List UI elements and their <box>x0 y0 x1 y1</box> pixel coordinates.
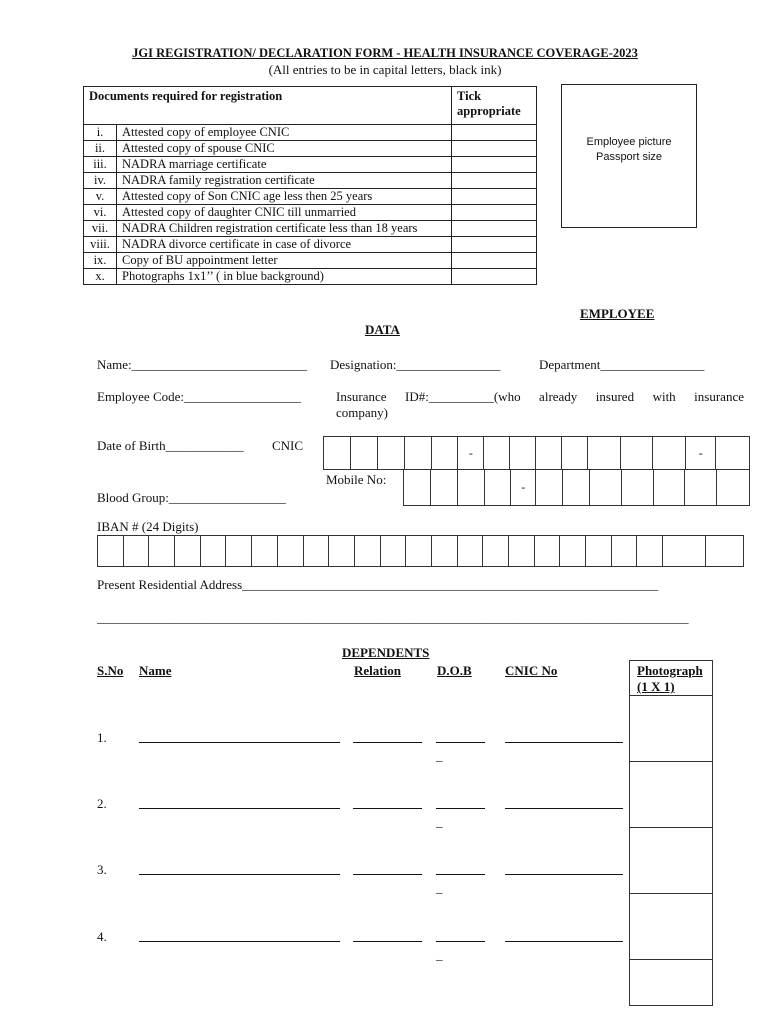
form-title: JGI REGISTRATION/ DECLARATION FORM - HEALTH INSURANCE COVERAGE-2023 <box>132 46 638 60</box>
employee-photo-box[interactable] <box>561 84 697 228</box>
dependent-name-line[interactable] <box>139 808 340 809</box>
digit-cell[interactable] <box>654 470 686 505</box>
row-description: Photographs 1x1’’ ( in blue background) <box>117 269 452 285</box>
mobile-label: Mobile No: <box>326 472 387 487</box>
col-name: Name <box>139 663 172 678</box>
dependent-row-number: 1. <box>97 730 107 745</box>
row-number: ix. <box>84 253 117 269</box>
tick-cell[interactable] <box>452 173 537 189</box>
dob-tail: _ <box>436 947 443 962</box>
dependent-cnic-line[interactable] <box>505 742 623 743</box>
dob-tail: _ <box>436 880 443 895</box>
digit-cell[interactable] <box>458 470 485 505</box>
digit-cell[interactable] <box>432 437 459 469</box>
row-description: Copy of BU appointment letter <box>117 253 452 269</box>
digit-cell[interactable] <box>404 470 431 505</box>
tick-header: Tick appropriate <box>452 87 537 125</box>
row-description: NADRA Children registration certificate less than 18 years <box>117 221 452 237</box>
table-row <box>84 269 537 285</box>
row-number: i. <box>84 125 117 141</box>
digit-cell[interactable] <box>588 437 621 469</box>
digit-cell[interactable] <box>278 536 304 566</box>
digit-cell[interactable] <box>324 437 351 469</box>
digit-cell[interactable] <box>612 536 638 566</box>
digit-cell[interactable] <box>653 437 686 469</box>
row-description: Attested copy of spouse CNIC <box>117 141 452 157</box>
row-description: NADRA marriage certificate <box>117 157 452 173</box>
dependent-row-number: 3. <box>97 862 107 877</box>
digit-cell[interactable] <box>536 470 563 505</box>
tick-cell[interactable] <box>452 125 537 141</box>
dob-field[interactable]: Date of Birth____________ <box>97 438 244 453</box>
tick-cell[interactable] <box>452 205 537 221</box>
digit-cell[interactable] <box>351 437 378 469</box>
dependent-cnic-line[interactable] <box>505 874 623 875</box>
tick-cell[interactable] <box>452 189 537 205</box>
address-field[interactable]: Present Residential Address________________________________________________________________ <box>97 577 659 592</box>
digit-cell[interactable] <box>563 470 590 505</box>
dependent-row-number: 2. <box>97 796 107 811</box>
digit-cell[interactable] <box>535 536 561 566</box>
separator-dash: - <box>468 445 473 460</box>
designation-field[interactable]: Designation:________________ <box>330 357 501 372</box>
col-relation: Relation <box>354 663 401 678</box>
digit-cell[interactable] <box>405 437 432 469</box>
digit-cell[interactable] <box>252 536 278 566</box>
col-photo: Photograph (1 X 1) <box>637 663 703 694</box>
table-row <box>84 205 537 221</box>
digit-cell[interactable] <box>560 536 586 566</box>
digit-cell[interactable] <box>663 536 705 566</box>
employee-heading: EMPLOYEE <box>580 306 655 321</box>
digit-cell[interactable] <box>201 536 227 566</box>
digit-cell[interactable] <box>226 536 252 566</box>
dependent-cnic-line[interactable] <box>505 808 623 809</box>
iban-label: IBAN # (24 Digits) <box>97 519 199 534</box>
digit-cell[interactable] <box>355 536 381 566</box>
cnic-label: CNIC <box>272 438 304 453</box>
row-description: NADRA divorce certificate in case of divorce <box>117 237 452 253</box>
photo-divider <box>629 695 713 696</box>
table-row <box>84 173 537 189</box>
insurance-id-field-cont: company) <box>336 405 388 420</box>
employee-code-field[interactable]: Employee Code:__________________ <box>97 389 302 404</box>
mobile-input-grid[interactable] <box>403 469 750 506</box>
table-row <box>84 125 537 141</box>
form-subtitle: (All entries to be in capital letters, black ink) <box>268 62 502 77</box>
dependent-name-line[interactable] <box>139 941 340 942</box>
digit-cell[interactable] <box>590 470 622 505</box>
dependents-heading: DEPENDENTS <box>342 645 430 660</box>
dependent-name-line[interactable] <box>139 742 340 743</box>
table-row <box>84 141 537 157</box>
row-number: ii. <box>84 141 117 157</box>
separator-cell <box>511 470 536 505</box>
row-description: Attested copy of employee CNIC <box>117 125 452 141</box>
dependent-relation-line[interactable] <box>353 742 422 743</box>
row-number: vi. <box>84 205 117 221</box>
row-description: Attested copy of Son CNIC age less then 25 years <box>117 189 452 205</box>
digit-cell[interactable] <box>622 470 654 505</box>
digit-cell[interactable] <box>586 536 612 566</box>
separator-cell <box>686 437 716 469</box>
separator-dash: - <box>698 445 703 460</box>
digit-cell[interactable] <box>304 536 330 566</box>
separator-cell <box>458 437 484 469</box>
dependent-dob-line[interactable] <box>436 874 485 875</box>
digit-cell[interactable] <box>716 437 749 469</box>
dependent-row-number: 4. <box>97 929 107 944</box>
tick-cell[interactable] <box>452 141 537 157</box>
tick-cell[interactable] <box>452 269 537 285</box>
digit-cell[interactable] <box>329 536 355 566</box>
row-number: x. <box>84 269 117 285</box>
address-field-line2[interactable]: ___________________________________________________________________________________________ <box>97 610 689 625</box>
digit-cell[interactable] <box>431 470 458 505</box>
digit-cell[interactable] <box>381 536 407 566</box>
dependent-dob-line[interactable] <box>436 742 485 743</box>
table-row <box>84 157 537 173</box>
iban-input-grid[interactable] <box>97 535 744 567</box>
photo-label-line1: Employee picture <box>586 136 672 148</box>
digit-cell[interactable] <box>483 536 509 566</box>
name-field[interactable]: Name:___________________________ <box>97 357 308 372</box>
tick-cell[interactable] <box>452 237 537 253</box>
dependent-relation-line[interactable] <box>353 941 422 942</box>
digit-cell[interactable] <box>149 536 175 566</box>
table-row <box>84 237 537 253</box>
photo-divider <box>629 827 713 828</box>
digit-cell[interactable] <box>484 437 510 469</box>
digit-cell[interactable] <box>406 536 432 566</box>
digit-cell[interactable] <box>510 437 536 469</box>
row-description: NADRA family registration certificate <box>117 173 452 189</box>
photo-label-line2: Passport size <box>595 151 663 163</box>
digit-cell[interactable] <box>509 536 535 566</box>
documents-table-header <box>84 87 537 125</box>
digit-cell[interactable] <box>98 536 124 566</box>
table-row <box>84 253 537 269</box>
col-cnic: CNIC No <box>505 663 558 678</box>
tick-cell[interactable] <box>452 253 537 269</box>
digit-cell[interactable] <box>706 536 744 566</box>
dependent-name-line[interactable] <box>139 874 340 875</box>
blood-group-field[interactable]: Blood Group:__________________ <box>97 490 286 505</box>
tick-cell[interactable] <box>452 157 537 173</box>
photo-divider <box>629 761 713 762</box>
digit-cell[interactable] <box>175 536 201 566</box>
digit-cell[interactable] <box>637 536 663 566</box>
row-number: vii. <box>84 221 117 237</box>
digit-cell[interactable] <box>124 536 150 566</box>
digit-cell[interactable] <box>621 437 654 469</box>
data-heading: DATA <box>365 322 400 337</box>
col-sno: S.No <box>97 663 124 678</box>
photo-divider <box>629 893 713 894</box>
dependent-relation-line[interactable] <box>353 808 422 809</box>
table-row <box>84 189 537 205</box>
separator-dash: - <box>521 480 526 494</box>
dependent-relation-line[interactable] <box>353 874 422 875</box>
tick-cell[interactable] <box>452 221 537 237</box>
digit-cell[interactable] <box>432 536 458 566</box>
insurance-id-field[interactable]: Insurance ID#:__________(who already insured with insurance <box>336 389 744 404</box>
photograph-column <box>629 660 713 1006</box>
documents-header: Documents required for registration <box>84 87 452 125</box>
digit-cell[interactable] <box>562 437 588 469</box>
department-field[interactable]: Department________________ <box>539 357 705 372</box>
dependent-dob-line[interactable] <box>436 808 485 809</box>
col-dob: D.O.B <box>437 663 472 678</box>
digit-cell[interactable] <box>685 470 717 505</box>
digit-cell[interactable] <box>458 536 484 566</box>
table-row <box>84 221 537 237</box>
photo-divider <box>629 959 713 960</box>
row-description: Attested copy of daughter CNIC till unmarried <box>117 205 452 221</box>
digit-cell[interactable] <box>485 470 512 505</box>
digit-cell[interactable] <box>717 470 749 505</box>
dob-tail: _ <box>436 748 443 763</box>
row-number: v. <box>84 189 117 205</box>
dependent-dob-line[interactable] <box>436 941 485 942</box>
digit-cell[interactable] <box>378 437 405 469</box>
row-number: iii. <box>84 157 117 173</box>
dependent-cnic-line[interactable] <box>505 941 623 942</box>
documents-table <box>83 86 537 285</box>
cnic-input-grid[interactable] <box>323 436 750 470</box>
row-number: viii. <box>84 237 117 253</box>
row-number: iv. <box>84 173 117 189</box>
digit-cell[interactable] <box>536 437 562 469</box>
dob-tail: _ <box>436 814 443 829</box>
